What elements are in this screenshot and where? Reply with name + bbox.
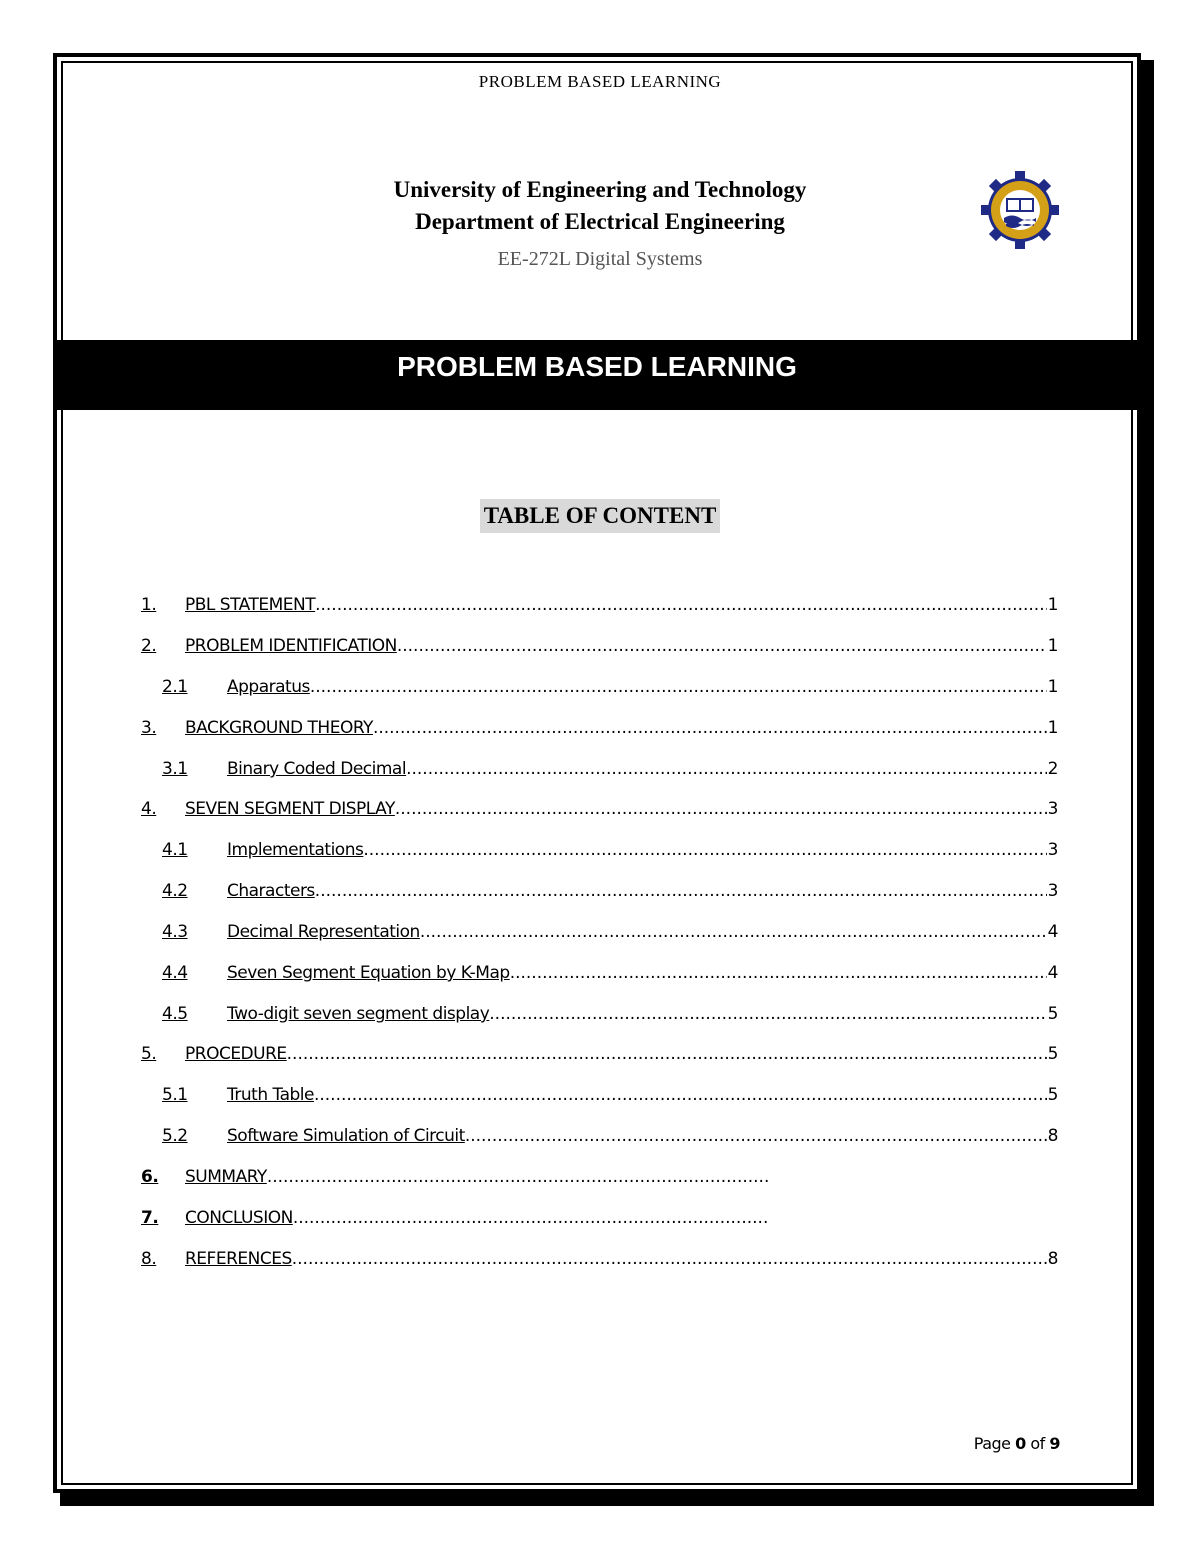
toc-entry-label[interactable]: Apparatus	[227, 677, 310, 697]
toc-entry-number: 4.	[141, 799, 157, 819]
toc-entry-number: 2.	[141, 636, 157, 656]
toc-entry-label[interactable]: PBL STATEMENT	[185, 595, 316, 615]
toc-entry-number: 5.2	[162, 1126, 188, 1146]
toc-entry[interactable]	[162, 672, 1058, 698]
toc-entry[interactable]	[162, 1080, 1058, 1106]
toc-entry[interactable]	[141, 1162, 771, 1188]
document-banner: PROBLEM BASED LEARNING	[53, 340, 1141, 410]
page-separator: of	[1030, 1434, 1045, 1453]
toc-entry-page: 3	[1047, 840, 1058, 860]
toc-entry-number: 4.4	[162, 963, 188, 983]
toc-dot-leader	[315, 880, 1047, 902]
toc-dot-leader	[314, 1084, 1047, 1106]
page-number	[900, 1434, 1060, 1453]
university-name: University of Engineering and Technology	[393, 177, 807, 202]
toc-entry-number: 6.	[141, 1167, 159, 1187]
toc-entry-page: 5	[1047, 1044, 1058, 1064]
toc-entry[interactable]	[141, 1039, 1058, 1065]
toc-dot-leader	[397, 635, 1047, 657]
toc-entry-page: 3	[1047, 881, 1058, 901]
toc-entry-number: 5.	[141, 1044, 157, 1064]
toc-entry-page: 1	[1047, 595, 1058, 615]
toc-entry-number: 7.	[141, 1208, 159, 1228]
toc-entry-page: 1	[1047, 677, 1058, 697]
toc-dot-leader	[267, 1166, 770, 1188]
toc-entry[interactable]	[162, 835, 1058, 861]
toc-entry[interactable]	[162, 876, 1058, 902]
toc-dot-leader	[363, 839, 1046, 861]
toc-entry-page: 2	[1047, 759, 1058, 779]
toc-entry-page: 4	[1047, 963, 1058, 983]
toc-entry-label[interactable]: PROCEDURE	[185, 1044, 287, 1064]
toc-entry-label[interactable]: Seven Segment Equation by K-Map	[227, 963, 510, 983]
toc-title	[0, 499, 1200, 533]
toc-entry-label[interactable]: SUMMARY	[185, 1167, 267, 1187]
toc-entry[interactable]	[162, 754, 1058, 780]
toc-entry-label[interactable]: Two-digit seven segment display	[227, 1004, 490, 1024]
toc-entry-number: 4.2	[162, 881, 188, 901]
toc-entry-label[interactable]: Characters	[227, 881, 315, 901]
toc-entry[interactable]	[141, 713, 1058, 739]
toc-entry[interactable]	[162, 958, 1058, 984]
toc-dot-leader	[373, 717, 1047, 739]
institution-block	[200, 174, 1000, 238]
toc-entry-number: 2.1	[162, 677, 188, 697]
toc-entry[interactable]	[141, 794, 1058, 820]
toc-dot-leader	[395, 798, 1047, 820]
toc-entry-label[interactable]: REFERENCES	[185, 1249, 292, 1269]
toc-dot-leader	[293, 1207, 770, 1229]
toc-dot-leader	[510, 962, 1047, 984]
toc-entry[interactable]	[162, 917, 1058, 943]
toc-entry-label[interactable]: Software Simulation of Circuit	[227, 1126, 465, 1146]
toc-dot-leader	[489, 1003, 1046, 1025]
toc-dot-leader	[310, 676, 1047, 698]
toc-entry-label[interactable]: CONCLUSION	[185, 1208, 293, 1228]
toc-dot-leader	[287, 1043, 1047, 1065]
toc-entry[interactable]	[141, 1203, 771, 1229]
toc-entry-page: 5	[1047, 1085, 1058, 1105]
toc-entry-page: 8	[1047, 1126, 1058, 1146]
toc-entry-number: 4.5	[162, 1004, 188, 1024]
toc-entry-label[interactable]: PROBLEM IDENTIFICATION	[185, 636, 397, 656]
toc-dot-leader	[465, 1125, 1047, 1147]
toc-dot-leader	[420, 921, 1047, 943]
toc-entry-page: 1	[1047, 636, 1058, 656]
toc-entry[interactable]	[162, 999, 1058, 1025]
toc-entry-number: 3.	[141, 718, 157, 738]
toc-entry-number: 4.3	[162, 922, 188, 942]
toc-entry-label[interactable]: Implementations	[227, 840, 364, 860]
toc-entry[interactable]	[141, 1244, 1058, 1270]
toc-entry-number: 8.	[141, 1249, 157, 1269]
toc-entry-label[interactable]: Decimal Representation	[227, 922, 420, 942]
toc-entry-label[interactable]: BACKGROUND THEORY	[185, 718, 373, 738]
course-title: EE-272L Digital Systems	[497, 248, 703, 270]
toc-entry[interactable]	[162, 1121, 1058, 1147]
toc-entry[interactable]	[141, 590, 1058, 616]
toc-entry-label[interactable]: Truth Table	[227, 1085, 314, 1105]
toc-entry-page: 4	[1047, 922, 1058, 942]
page-total: 9	[1049, 1434, 1060, 1453]
department-name: Department of Electrical Engineering	[415, 209, 785, 234]
toc-entry-number: 5.1	[162, 1085, 188, 1105]
toc-entry-page: 1	[1047, 718, 1058, 738]
page-prefix: Page	[973, 1434, 1011, 1453]
toc-entry-page: 8	[1047, 1249, 1058, 1269]
toc-entry-label[interactable]: SEVEN SEGMENT DISPLAY	[185, 799, 395, 819]
toc-entry-number: 1.	[141, 595, 157, 615]
toc-entry[interactable]	[141, 631, 1058, 657]
toc-entry-number: 3.1	[162, 759, 188, 779]
toc-entry-page: 3	[1047, 799, 1058, 819]
toc-dot-leader	[292, 1248, 1047, 1270]
running-header: PROBLEM BASED LEARNING	[478, 72, 722, 91]
toc-dot-leader	[315, 594, 1047, 616]
toc-entry-label[interactable]: Binary Coded Decimal	[227, 759, 407, 779]
toc-entry-page: 5	[1047, 1004, 1058, 1024]
page-current: 0	[1015, 1434, 1026, 1453]
toc-dot-leader	[406, 758, 1047, 780]
toc-entry-number: 4.1	[162, 840, 188, 860]
toc-title-text: TABLE OF CONTENT	[480, 499, 721, 533]
university-seal-icon	[978, 170, 1062, 250]
